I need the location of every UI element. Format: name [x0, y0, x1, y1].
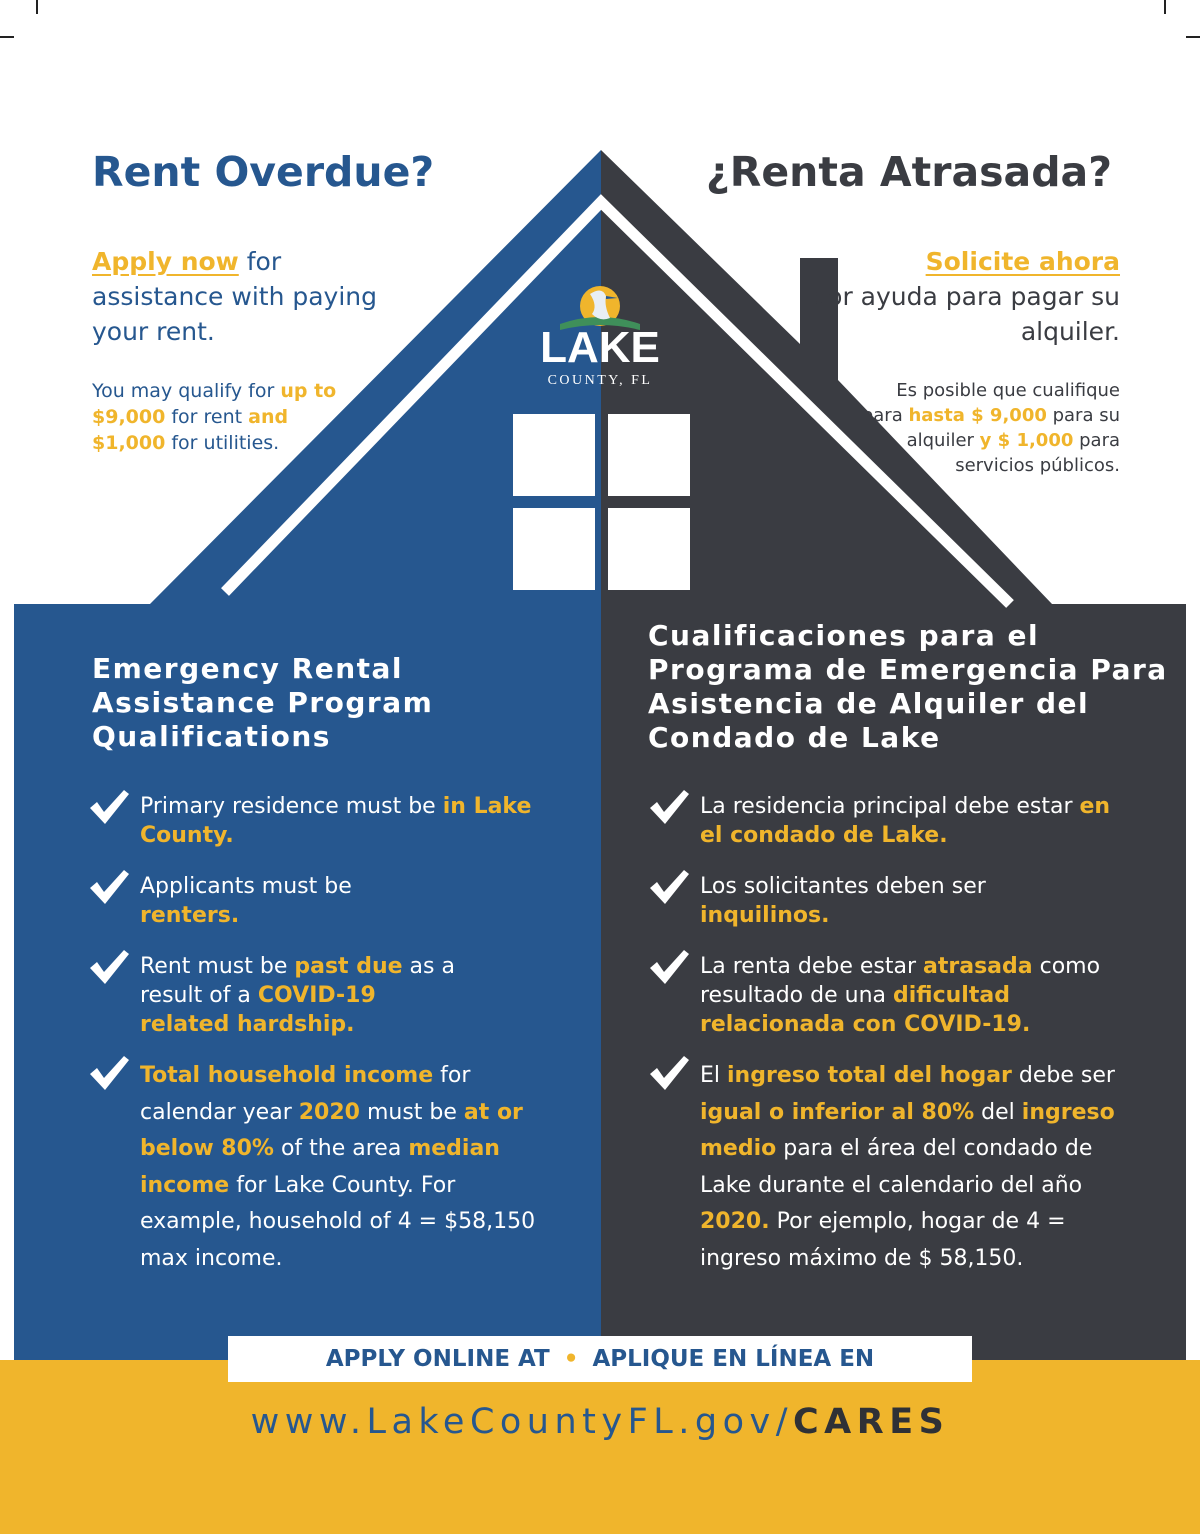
- highlight: COVID-19 related hardship.: [140, 983, 376, 1037]
- title-spanish: ¿Renta Atrasada?: [706, 148, 1112, 196]
- text-span: of the area: [273, 1136, 409, 1161]
- highlight: renters.: [140, 903, 240, 928]
- text-span: Primary residence must be: [140, 794, 443, 819]
- text-span: as a result of a: [140, 954, 455, 1008]
- footer-band: [0, 1360, 1200, 1534]
- text-span: Rent must be: [140, 954, 295, 979]
- lake-county-logo: [520, 284, 680, 394]
- qualification-item: [700, 792, 1140, 850]
- qualify-text-english: [92, 378, 352, 456]
- highlight: ingreso total del hogar: [727, 1063, 1012, 1088]
- highlight: and $1,000: [92, 406, 289, 454]
- highlight: dificultad relacionada con COVID-19.: [700, 983, 1031, 1037]
- section-heading-spanish: Cualificaciones para el Programa de Emergencia Para Asistencia de Alquiler del Condado de Lake: [648, 619, 1168, 754]
- text-span: for utilities.: [165, 432, 280, 454]
- window-pane: [513, 508, 595, 590]
- text-span: for calendar year: [140, 1063, 471, 1125]
- apply-intro-english: [92, 244, 382, 349]
- text-span: for Lake County. For example, household of 4 = $58,150 max income.: [140, 1172, 536, 1271]
- apply-now-link[interactable]: Apply now: [92, 247, 239, 276]
- text-span: Por ejemplo, hogar de 4 = ingreso máximo de $ 58,150.: [700, 1209, 1066, 1271]
- apply-online-spanish: APLIQUE EN LÍNEA EN: [592, 1346, 875, 1372]
- checkmark-icon: [88, 948, 130, 986]
- text-span: must be: [359, 1099, 464, 1125]
- text-span: for rent: [165, 406, 249, 428]
- apply-intro-spanish: [800, 244, 1120, 349]
- highlight: at or below 80%: [140, 1099, 523, 1161]
- checkmark-icon: [648, 868, 690, 906]
- window-pane: [608, 508, 690, 590]
- qualification-item: [140, 952, 470, 1039]
- highlight: 2020: [298, 1099, 360, 1125]
- checkmark-icon: [88, 1054, 130, 1092]
- highlight: past due: [294, 954, 403, 979]
- checkmark-icon: [88, 868, 130, 906]
- url-main: www.LakeCountyFL.gov/: [250, 1402, 793, 1442]
- window-pane: [513, 414, 595, 496]
- highlight: hasta $ 9,000: [908, 405, 1047, 426]
- qualification-item: [700, 1058, 1140, 1277]
- text-span: You may qualify for: [92, 380, 281, 402]
- text-span: Applicants must be: [140, 874, 352, 899]
- highlight: ingreso medio: [700, 1099, 1115, 1161]
- qualification-item: [700, 872, 1060, 930]
- highlight: en el condado de Lake.: [700, 794, 1111, 848]
- text-span: Es posible que cualifique para: [861, 380, 1120, 426]
- text-span: Los solicitantes deben ser: [700, 874, 986, 899]
- checkmark-icon: [88, 788, 130, 826]
- checkmark-icon: [648, 1054, 690, 1092]
- separator-dot: •: [563, 1346, 579, 1372]
- highlight: median income: [140, 1136, 500, 1198]
- apply-intro-text: por ayuda para pagar su alquiler.: [811, 282, 1120, 346]
- text-span: El: [700, 1063, 728, 1088]
- qualification-item: [700, 952, 1140, 1039]
- solicite-ahora-link[interactable]: Solicite ahora: [925, 247, 1120, 276]
- logo-subtitle: COUNTY, FL: [547, 373, 653, 388]
- qualification-item: [140, 1058, 550, 1277]
- section-heading-english: Emergency Rental Assistance Program Qualifications: [92, 652, 434, 753]
- highlight: Total household income: [140, 1063, 434, 1088]
- highlight: in Lake County.: [140, 794, 532, 848]
- qualify-text-spanish: [860, 378, 1120, 478]
- highlight: igual o inferior al 80%: [700, 1099, 975, 1125]
- highlight: up to $9,000: [92, 380, 337, 428]
- text-span: La residencia principal debe estar: [700, 794, 1080, 819]
- text-span: para el área del condado de Lake durante el calendario del año: [700, 1136, 1093, 1198]
- checkmark-icon: [648, 788, 690, 826]
- highlight: atrasada: [923, 954, 1033, 979]
- qualification-item: [140, 872, 380, 930]
- text-span: para su alquiler: [906, 405, 1120, 451]
- apply-online-banner: [228, 1336, 972, 1382]
- window-pane: [608, 414, 690, 496]
- highlight: 2020.: [700, 1209, 770, 1234]
- text-span: del: [974, 1099, 1022, 1125]
- website-url-link[interactable]: [0, 1402, 1200, 1442]
- text-span: para servicios públicos.: [955, 430, 1120, 476]
- highlight: y $ 1,000: [979, 430, 1074, 451]
- apply-intro-text: for assistance with paying your rent.: [92, 247, 378, 346]
- checkmark-icon: [648, 948, 690, 986]
- url-bold: CARES: [793, 1402, 950, 1442]
- text-span: La renta debe estar: [700, 954, 924, 979]
- title-english: Rent Overdue?: [92, 148, 435, 196]
- text-span: como resultado de una: [700, 954, 1101, 1008]
- logo-wordmark: LAKE: [540, 323, 660, 372]
- qualification-item: [140, 792, 540, 850]
- text-span: debe ser: [1011, 1063, 1115, 1088]
- highlight: inquilinos.: [700, 903, 830, 928]
- apply-online-english: APPLY ONLINE AT: [325, 1346, 550, 1372]
